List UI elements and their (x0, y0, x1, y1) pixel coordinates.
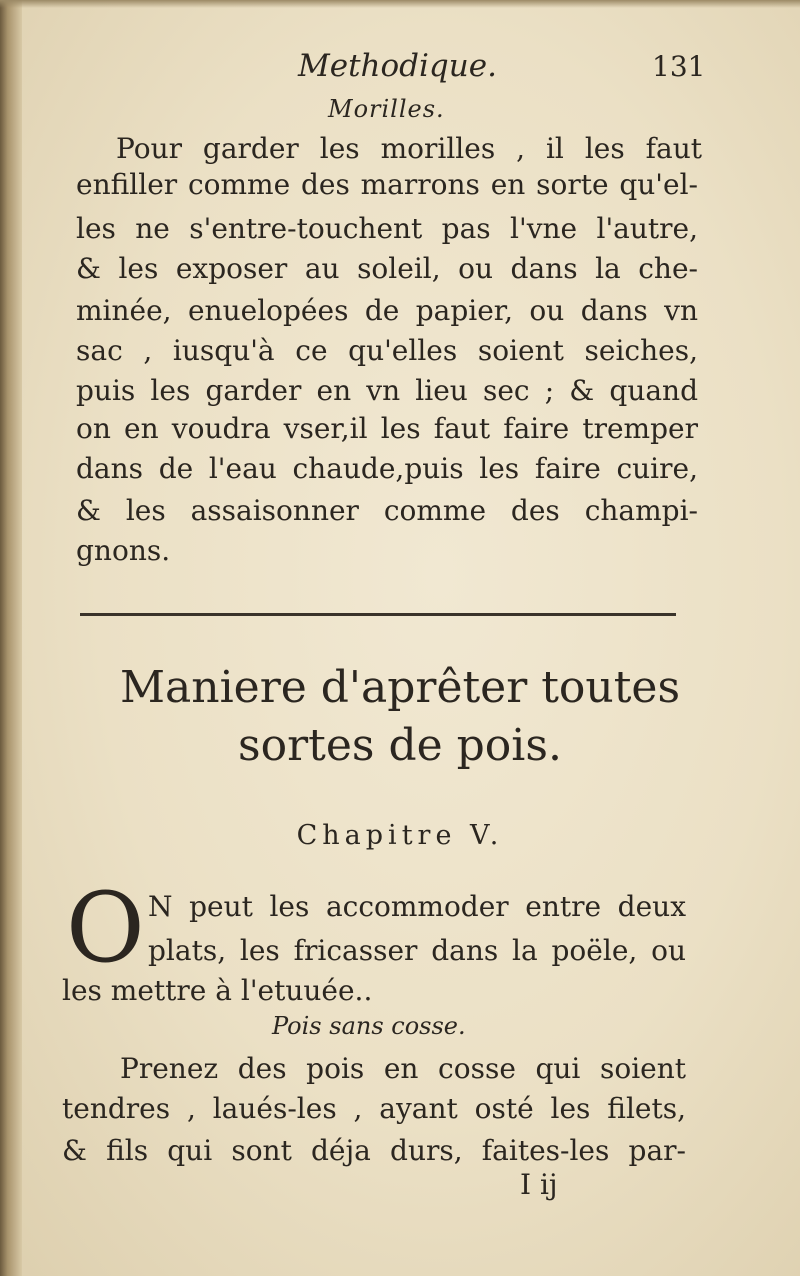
horizontal-rule (80, 613, 676, 616)
morilles-line: les ne s'entre-touchent pas l'vne l'autre, (76, 212, 698, 245)
signature-mark: I ij (520, 1168, 558, 1201)
chapter-body-line: plats, les fricasser dans la poële, ou (148, 934, 686, 967)
page-top-edge (0, 0, 800, 8)
morilles-line: Pour garder les morilles , il les faut (116, 132, 702, 165)
pois-line: Prenez des pois en cosse qui soient (120, 1052, 686, 1085)
morilles-line: puis les garder en vn lieu sec ; & quand (76, 374, 698, 407)
chapter-number: Chapitre V. (296, 820, 504, 851)
subheading-pois-sans-cosse: Pois sans cosse. (272, 1012, 466, 1040)
book-gutter (0, 0, 22, 1276)
chapter-title-line: sortes de pois. (238, 720, 562, 771)
morilles-line: minée, enuelopées de papier, ou dans vn (76, 294, 698, 327)
morilles-line: dans de l'eau chaude,puis les faire cuire, (76, 452, 698, 485)
running-head: Methodique. (298, 48, 497, 84)
morilles-line: on en voudra vser,il les faut faire tremper (76, 412, 698, 445)
chapter-body-line: N peut les accommoder entre deux (148, 890, 686, 923)
section-heading-morilles: Morilles. (328, 95, 445, 123)
chapter-body-line: les mettre à l'etuuée.. (62, 974, 373, 1007)
drop-cap: O (66, 872, 145, 984)
morilles-line: enfiller comme des marrons en sorte qu'el- (76, 168, 698, 201)
morilles-line: gnons. (76, 534, 171, 567)
page-number: 131 (652, 50, 706, 83)
chapter-title-line: Maniere d'aprêter toutes (119, 662, 681, 713)
pois-line: & fils qui sont déja durs, faites-les par- (62, 1134, 686, 1167)
pois-line: tendres , laués-les , ayant osté les filets, (62, 1092, 686, 1125)
morilles-line: & les assaisonner comme des champi- (76, 494, 698, 527)
morilles-line: & les exposer au soleil, ou dans la che- (76, 252, 698, 285)
morilles-line: sac , iusqu'à ce qu'elles soient seiches, (76, 334, 698, 367)
